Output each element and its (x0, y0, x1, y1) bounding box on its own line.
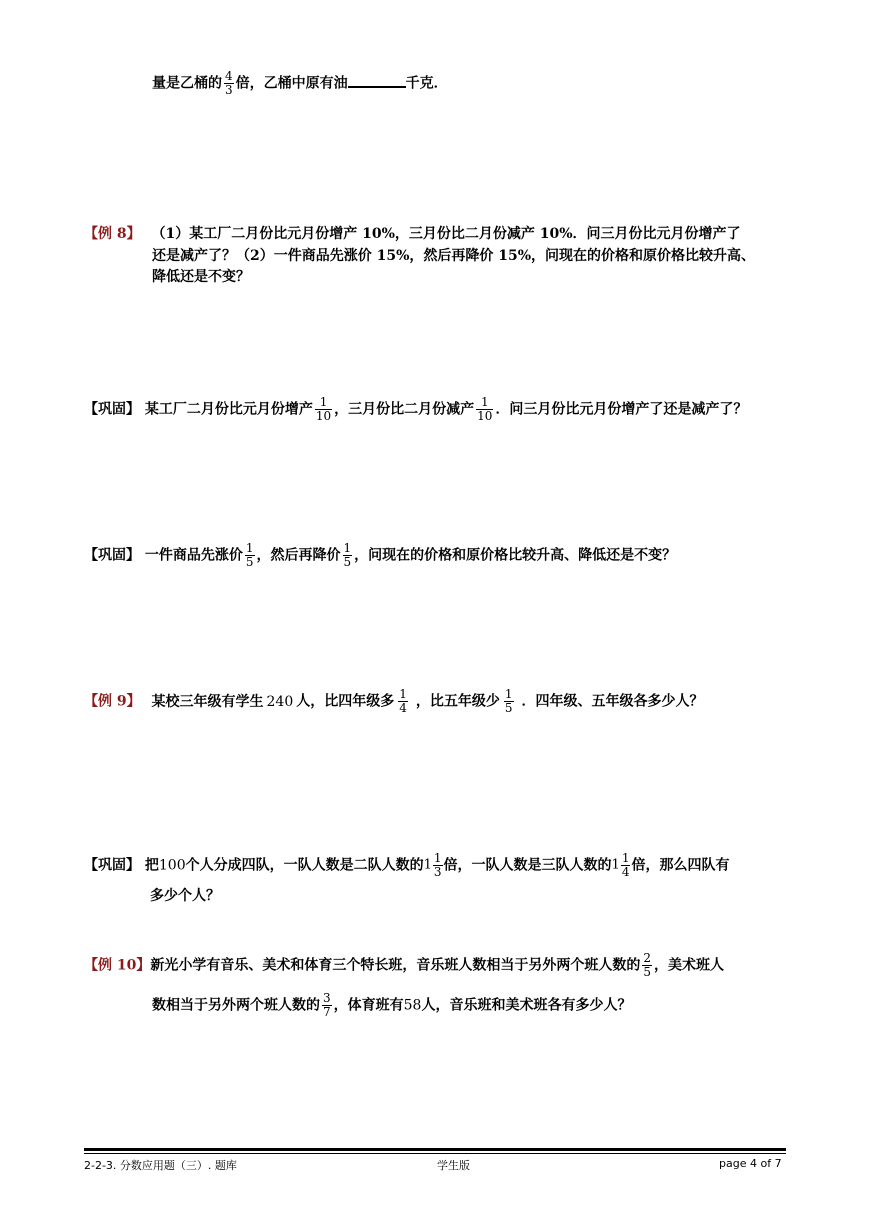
text: 千克． (405, 75, 448, 92)
frac-den: 3 (225, 83, 233, 97)
fraction (476, 396, 493, 423)
frac-den: 7 (323, 1005, 331, 1019)
frac-den: 4 (621, 865, 630, 879)
example-8-line3 (152, 267, 250, 287)
frac-den: 5 (245, 555, 254, 569)
frac-num: 1 (315, 396, 332, 410)
frac-num: 4 (225, 69, 233, 83)
frac-num: 1 (504, 687, 513, 701)
mixed-number (424, 852, 444, 879)
text: ．四年级、五年级各多少人？ (521, 693, 704, 710)
footer-center: 学生版 (437, 1159, 470, 1172)
frac-den: 10 (477, 409, 493, 423)
text: ，然后再降价 (256, 547, 341, 564)
fraction (322, 992, 332, 1019)
text: 倍，一队人数是三队人数的 (443, 857, 612, 874)
consolidation-tag: 【巩固】 (84, 401, 140, 418)
text: ．问三月份比元月份增产了还是减产了？ (495, 401, 748, 418)
frac-den: 5 (504, 701, 513, 715)
frac-num: 1 (343, 541, 352, 555)
fraction (433, 852, 443, 879)
mixed-whole: 1 (423, 857, 432, 873)
frac-num: 1 (399, 687, 407, 701)
text: 多少个人？ (150, 888, 220, 904)
frac-num: 3 (323, 991, 331, 1005)
number: 100 (158, 857, 186, 874)
text: 个人分成四队，一队人数是二队人数的 (185, 857, 424, 874)
frac-num: 1 (476, 396, 493, 410)
frac-den: 4 (399, 701, 407, 715)
consolidation-3 (84, 852, 729, 879)
continuation-line (152, 70, 448, 97)
example-8 (84, 224, 741, 244)
frac-num: 1 (621, 851, 630, 865)
frac-den: 5 (643, 965, 651, 979)
text: 把 (144, 857, 159, 874)
text: 某工厂二月份比元月份增产 (144, 401, 313, 418)
example-tag: 【例 10】 (84, 957, 151, 974)
frac-num: 1 (245, 541, 254, 555)
text: ，体育班有 (333, 997, 404, 1014)
example-tag: 【例 8】 (84, 226, 141, 242)
frac-den: 5 (343, 555, 352, 569)
text: ，比五年级少 (415, 693, 500, 710)
fraction (224, 70, 234, 97)
fraction (343, 542, 353, 569)
text: 新光小学有音乐、美术和体育三个特长班，音乐班人数相当于另外两个班人数的 (150, 957, 641, 974)
text: ，问现在的价格和原价格比较升高、降低还是不变？ (354, 547, 677, 564)
fraction (315, 396, 332, 423)
text: 一件商品先涨价 (144, 547, 243, 564)
text: 倍，那么四队有 (631, 857, 730, 874)
frac-den: 3 (433, 865, 442, 879)
mixed-number (612, 852, 632, 879)
footer-rule (84, 1153, 786, 1154)
text: ，美术班人 (654, 957, 724, 974)
fraction (621, 852, 631, 879)
mixed-whole: 1 (611, 857, 620, 873)
fraction (504, 688, 514, 715)
example-8-line2 (152, 246, 755, 266)
text: 人，比四年级多 (296, 693, 395, 710)
text: ，三月份比二月份减产 (334, 401, 475, 418)
footer-rule (84, 1148, 786, 1151)
fraction (398, 688, 408, 715)
frac-num: 1 (433, 851, 442, 865)
text: 还是减产了？（2）一件商品先涨价 15%，然后再降价 15%，问现在的价格和原价格比较升高、 (152, 248, 756, 264)
text: 降低还是不变？ (152, 269, 250, 285)
consolidation-tag: 【巩固】 (84, 857, 140, 874)
answer-blank[interactable] (348, 72, 406, 88)
text: （1）某工厂二月份比元月份增产 10%，三月份比二月份减产 10%．问三月份比元月份增产了 (151, 226, 741, 242)
frac-den: 10 (315, 409, 332, 423)
text: 量是乙桶的 (152, 75, 222, 92)
text: 数相当于另外两个班人数的 (152, 997, 320, 1014)
text: 某校三年级有学生 (151, 693, 264, 710)
fraction (642, 952, 652, 979)
consolidation-1 (84, 396, 747, 423)
consolidation-3-line2 (150, 886, 220, 906)
example-tag: 【例 9】 (84, 693, 141, 710)
footer-page-number: page 4 of 7 (719, 1157, 782, 1170)
text: 倍，乙桶中原有油 (235, 75, 348, 92)
text: 人，音乐班和美术班各有多少人？ (421, 997, 632, 1014)
example-10-line2 (152, 992, 631, 1019)
footer-left: 2-2-3. 分数应用题（三）. 题库 (84, 1159, 237, 1172)
number: 240 (266, 693, 294, 710)
example-10 (84, 952, 724, 979)
frac-num: 2 (643, 951, 651, 965)
example-9 (84, 688, 704, 715)
fraction (245, 542, 255, 569)
consolidation-2 (84, 542, 676, 569)
number: 58 (403, 997, 422, 1014)
consolidation-tag: 【巩固】 (84, 547, 140, 564)
